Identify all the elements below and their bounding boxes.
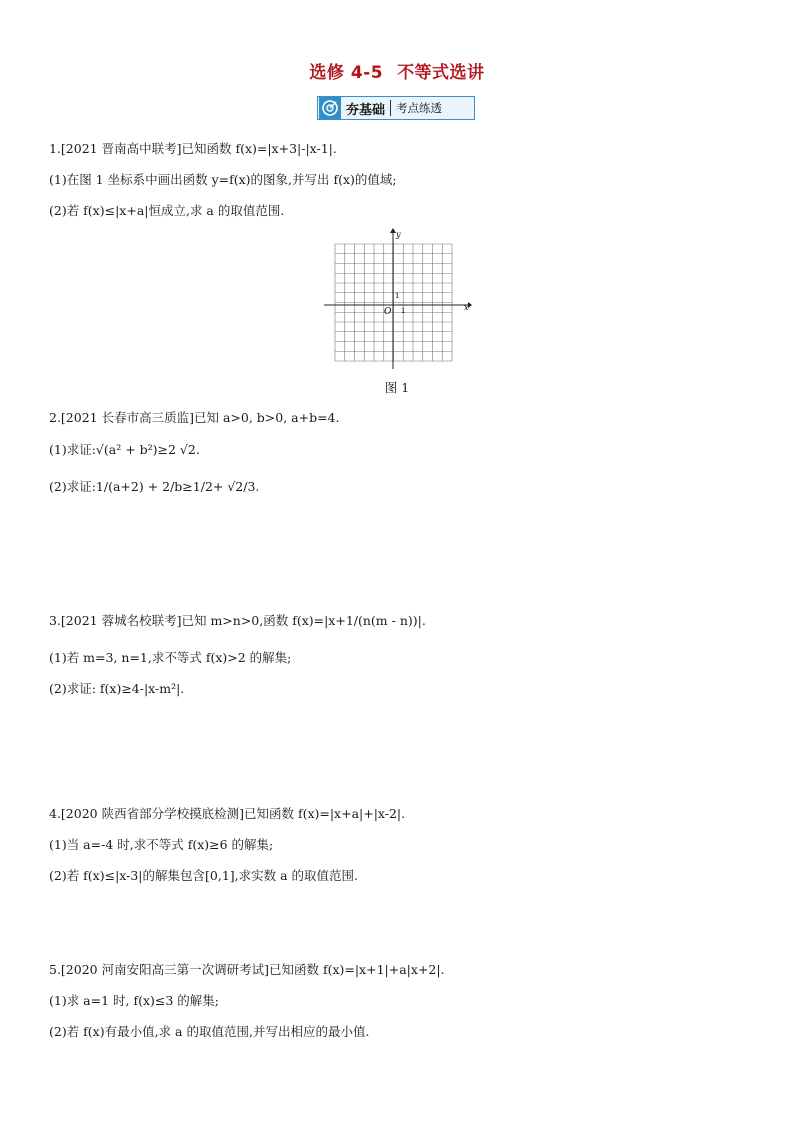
- x-unit-label: 1: [401, 307, 406, 315]
- badge-divider: [390, 100, 391, 116]
- coordinate-grid-figure: [322, 226, 472, 372]
- problem-3-stem: 3.[2021 蓉城名校联考]已知 m>n>0,函数 f(x)=|x+1/(n(m - n))|.: [49, 613, 426, 628]
- problem-3-part-2: (2)求证: f(x)≥4-|x-m²|.: [49, 681, 185, 696]
- origin-label: O: [384, 307, 392, 317]
- title-text: 不等式选讲: [397, 63, 485, 83]
- badge-sub-label: 考点练透: [396, 101, 443, 115]
- problem-3-part-1: (1)若 m=3, n=1,求不等式 f(x)>2 的解集;: [49, 650, 292, 665]
- y-axis-label: y: [396, 230, 401, 239]
- badge-main-label: 夯基础: [346, 102, 386, 118]
- problem-1-part-1: (1)在图 1 坐标系中画出函数 y=f(x)的图象,并写出 f(x)的值域;: [49, 172, 397, 187]
- figure-caption: 图 1: [384, 380, 410, 395]
- x-axis-label: x: [464, 303, 469, 312]
- problem-2-stem: 2.[2021 长春市高三质监]已知 a>0, b>0, a+b=4.: [49, 410, 340, 425]
- problem-4-part-1: (1)当 a=-4 时,求不等式 f(x)≥6 的解集;: [49, 837, 274, 852]
- page-title: [0, 58, 794, 83]
- target-icon: [319, 97, 341, 119]
- problem-2-part-1: (1)求证:√(a² + b²)≥2 √2.: [49, 442, 200, 457]
- problem-4-stem: 4.[2020 陕西省部分学校摸底检测]已知函数 f(x)=|x+a|+|x-2|.: [49, 806, 406, 821]
- problem-1-stem: 1.[2021 晋南高中联考]已知函数 f(x)=|x+3|-|x-1|.: [49, 141, 337, 156]
- x-axis-arrow: [468, 302, 472, 308]
- problem-2-part-2: (2)求证:1/(a+2) + 2/b≥1/2+ √2/3.: [49, 479, 260, 494]
- problem-5-part-2: (2)若 f(x)有最小值,求 a 的取值范围,并写出相应的最小值.: [49, 1024, 370, 1039]
- problem-5-stem: 5.[2020 河南安阳高三第一次调研考试]已知函数 f(x)=|x+1|+a|x+2|.: [49, 962, 445, 977]
- y-unit-label: 1: [395, 292, 400, 300]
- title-number: 选修 4-5: [309, 63, 384, 83]
- section-badge: [317, 96, 475, 120]
- problem-5-part-1: (1)求 a=1 时, f(x)≤3 的解集;: [49, 993, 220, 1008]
- problem-4-part-2: (2)若 f(x)≤|x-3|的解集包含[0,1],求实数 a 的取值范围.: [49, 868, 358, 883]
- problem-1-part-2: (2)若 f(x)≤|x+a|恒成立,求 a 的取值范围.: [49, 203, 285, 218]
